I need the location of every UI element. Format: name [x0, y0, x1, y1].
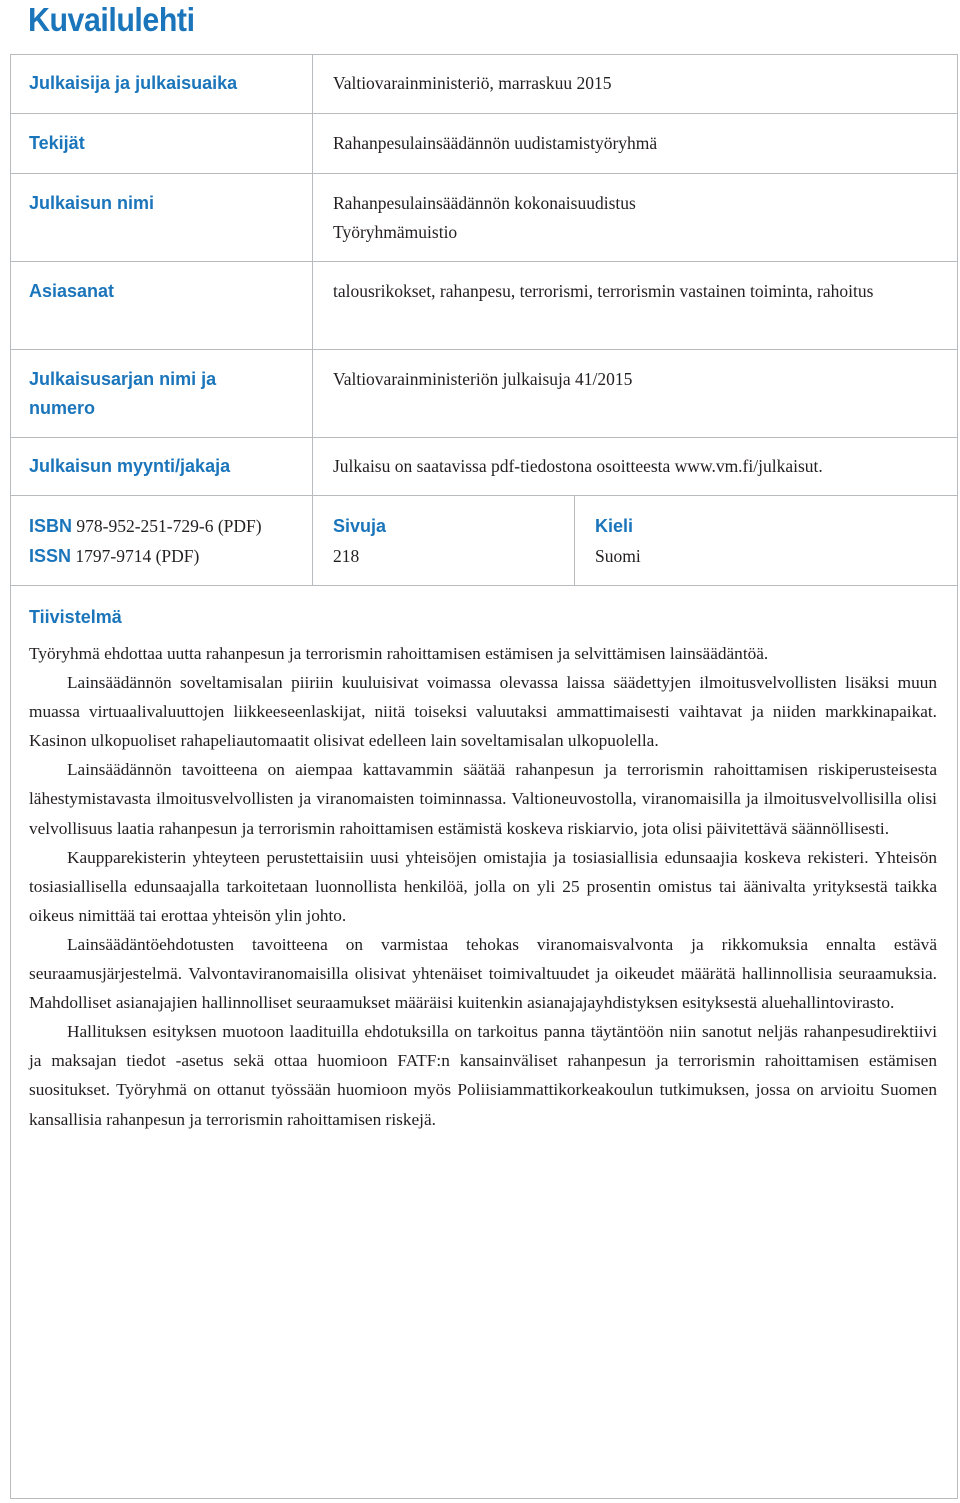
abstract-title: Tiivistelmä: [29, 607, 122, 627]
abstract-paragraph: Työryhmä ehdottaa uutta rahanpesun ja terrorismin rahoittamisen estämisen ja selvittämisen lainsäädäntöä.: [29, 644, 769, 663]
abstract-paragraph: Hallituksen esityksen muotoon laadituilla ehdotuksilla on tarkoitus panna täytäntöön niin sanotut neljäs rahanpesudirektiivi ja maksajan tiedot -asetus sekä ottaa huomioon FATF:n kansainväliset rahanpesun ja terrorismin rahoittamisen estämisen suositukset. Työryhmä on ottanut työssään huomioon myös Poliisiammattikorkeakoulun tutkimuksen, jossa on arvioitu Suomen kansallisia rahanpesun ja terrorismin rahoittamisen riskejä.: [29, 1022, 937, 1129]
value-distribution: Julkaisu on saatavissa pdf-tiedostona osoitteesta www.vm.fi/julkaisut.: [333, 456, 823, 476]
abstract-paragraph: Lainsäädäntöehdotusten tavoitteena on varmistaa tehokas viranomaisvalvonta ja rikkomuksia ennalta estävä seuraamusjärjestelmä. Valvontaviranomaisilla olisivat yhtenäiset toimivaltuudet ja oikeudet määrätä hallinnollisia seuraamuksia. Mahdolliset asianajajien hallinnolliset seuraamukset määräisi kuitenkin asianajajayhdistyksen esityksestä aluehallintovirasto.: [29, 934, 937, 1013]
row-authors: [10, 114, 958, 174]
pages-value: 218: [333, 546, 360, 566]
identifiers-block: [10, 496, 958, 586]
value-series: Valtiovarainministeriön julkaisuja 41/2015: [333, 369, 633, 389]
row-keywords: [10, 262, 958, 350]
pages-label: Sivuja: [333, 516, 387, 536]
label-distribution: Julkaisun myynti/jakaja: [29, 456, 231, 476]
abstract-paragraph: Kaupparekisterin yhteyteen perustettaisiin uusi yhteisöjen omistajia ja tosiasiallisia edunsaajia koskeva rekisteri. Yhteisön tosiasiallisella edunsaajalla tarkoitetaan luonnollista henkilöä, jolla on yli 25 prosentin omistus tai äänivalta yrityksestä taikka oikeus nimittää tai erottaa yhteisön ylin johto.: [29, 847, 937, 925]
issn-value: 1797-9714 (PDF): [75, 546, 200, 566]
value-publication-name: Rahanpesulainsäädännön kokonaisuudistus Työryhmämuistio: [333, 193, 636, 242]
label-keywords: Asiasanat: [29, 281, 115, 301]
row-publisher: [10, 54, 958, 114]
row-publication-name: [10, 174, 958, 262]
label-publication-name: Julkaisun nimi: [29, 193, 155, 213]
row-distribution: [10, 438, 958, 496]
row-series: [10, 350, 958, 438]
value-authors: Rahanpesulainsäädännön uudistamistyöryhmä: [333, 133, 658, 153]
issn-label: ISSN: [29, 546, 72, 566]
language-label: Kieli: [595, 516, 634, 536]
abstract-body: [29, 639, 937, 1134]
abstract-paragraph: Lainsäädännön soveltamisalan piiriin kuuluisivat voimassa olevassa laissa säädettyjen ilmoitusvelvollisten lisäksi muun muassa virtuaalivaluuttojen liikkeeseenlaskijat, niitä toiseksi valuutaksi ammattimaisesti vaihtavat ja niiden markkinapaikat. Kasinon ulkopuoliset rahapeliautomaatit olisivat edelleen lain soveltamisalan ulkopuolella.: [29, 673, 937, 751]
value-keywords: talousrikokset, rahanpesu, terrorismi, terrorismin vastainen toiminta, rahoitus: [333, 281, 874, 301]
language-value: Suomi: [595, 546, 641, 566]
issn-line: [29, 542, 199, 571]
abstract-paragraph: Lainsäädännön tavoitteena on aiempaa kattavammin säätää rahanpesun ja terrorismin rahoittamisen riskiperusteisesta lähestymistavasta ilmoitusvelvollisten ja viranomaisten toiminnassa. Valtioneuvostolla, viranomaisilla ja ilmoitusvelvollisilla olisi velvollisuus laatia rahanpesun ja terrorismin rahoittamisen estämistä koskeva riskiarvio, jota olisi päivitettävä säännöllisesti.: [29, 760, 937, 838]
isbn-value: 978-952-251-729-6 (PDF): [76, 516, 262, 536]
label-series: Julkaisusarjan nimi ja numero: [29, 369, 217, 418]
page-title: Kuvailulehti: [28, 1, 195, 38]
value-publisher: Valtiovarainministeriö, marraskuu 2015: [333, 73, 612, 93]
isbn-line: [29, 512, 262, 541]
isbn-label: ISBN: [29, 516, 73, 536]
label-authors: Tekijät: [29, 133, 85, 153]
label-publisher: Julkaisija ja julkaisuaika: [29, 73, 238, 93]
